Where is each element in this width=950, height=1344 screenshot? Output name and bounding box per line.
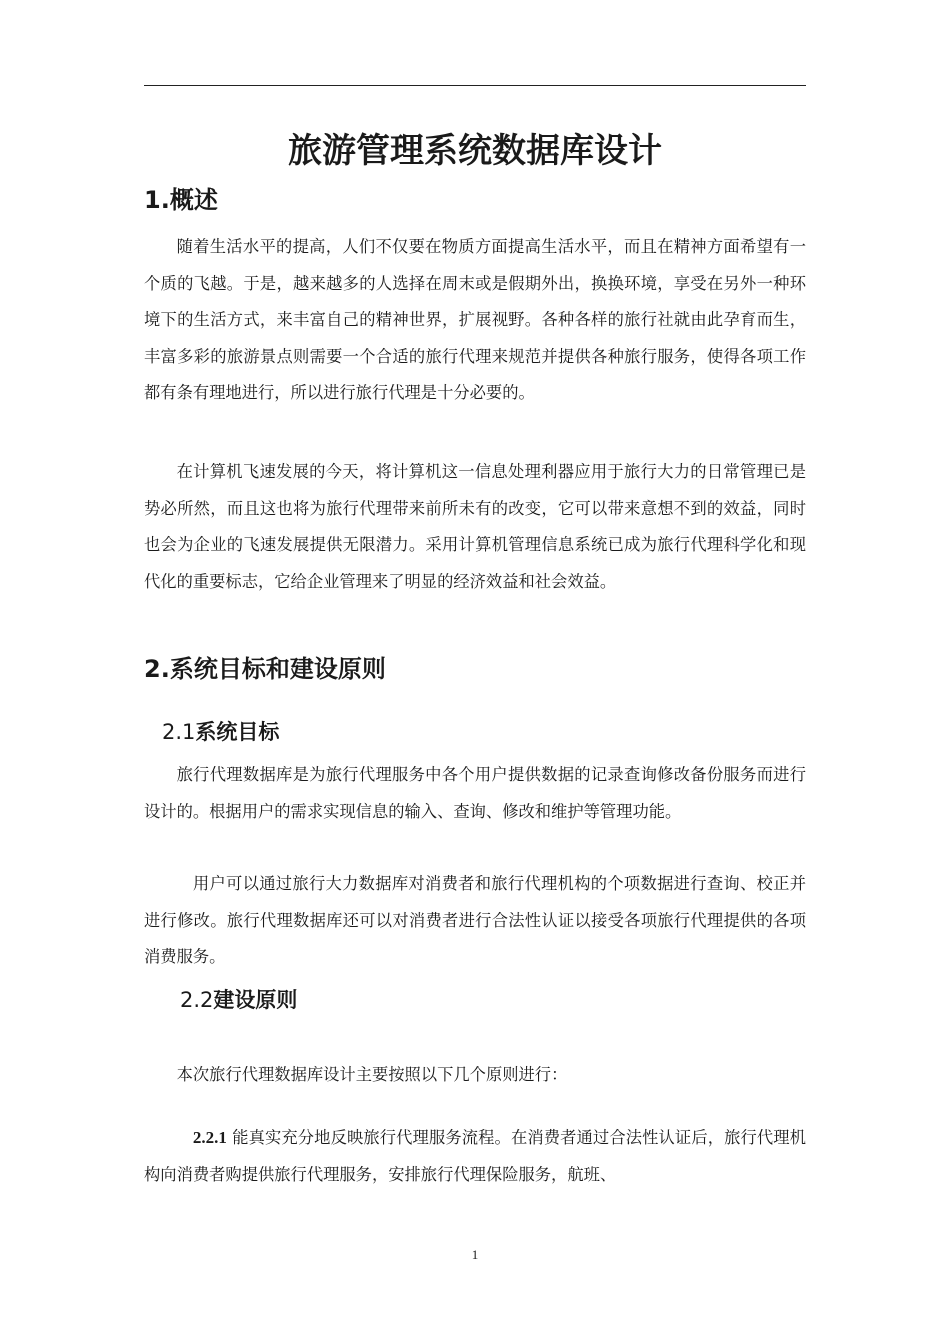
subsection-2-1-number: 2.1	[162, 720, 196, 744]
subsection-2-1-heading	[162, 716, 279, 748]
section-1-heading: 1.概述	[144, 186, 218, 214]
section-1-paragraph-1: 随着生活水平的提高，人们不仅要在物质方面提高生活水平，而且在精神方面希望有一个质的飞越。于是，越来越多的人选择在周末或是假期外出，换换环境，享受在另外一种环境下的生活方式，来丰富自己的精神世界，扩展视野。各种各样的旅行社就由此孕育而生，丰富多彩的旅游景点则需要一个合适的旅行代理来规范并提供各种旅行服务，使得各项工作都有条有理地进行，所以进行旅行代理是十分必要的。	[144, 237, 806, 402]
section-1-paragraph-2: 在计算机飞速发展的今天，将计算机这一信息处理利器应用于旅行大力的日常管理已是势必所然，而且这也将为旅行代理带来前所未有的改变，它可以带来意想不到的效益，同时也会为企业的飞速发展提供无限潜力。采用计算机管理信息系统已成为旅行代理科学化和现代化的重要标志，它给企业管理来了明显的经济效益和社会效益。	[144, 462, 806, 591]
header-rule	[144, 85, 806, 86]
subsection-2-2-number: 2.2	[180, 988, 214, 1012]
item-2-2-1-text: 能真实充分地反映旅行代理服务流程。在消费者通过合法性认证后，旅行代理机构向消费者购提供旅行代理服务，安排旅行代理保险服务，航班、	[144, 1128, 806, 1184]
item-2-2-1-number: 2.2.1	[192, 1128, 227, 1147]
subsection-2-2-intro: 本次旅行代理数据库设计主要按照以下几个原则进行：	[176, 1065, 568, 1084]
subsection-2-1-paragraph-2: 用户可以通过旅行大力数据库对消费者和旅行代理机构的个项数据进行查询、校正并进行修改。旅行代理数据库还可以对消费者进行合法性认证以接受各项旅行代理提供的各项消费服务。	[144, 874, 806, 966]
subsection-2-1-paragraph-1: 旅行代理数据库是为旅行代理服务中各个用户提供数据的记录查询修改备份服务而进行设计的。根据用户的需求实现信息的输入、查询、修改和维护等管理功能。	[144, 765, 806, 821]
subsection-2-2-heading	[180, 984, 297, 1016]
page-number: 1	[471, 1247, 479, 1262]
subsection-2-2-item-1	[144, 1120, 806, 1193]
subsection-2-1-title: 系统目标	[195, 720, 280, 744]
subsection-2-2-title: 建设原则	[213, 988, 298, 1012]
document-title: 旅游管理系统数据库设计	[288, 131, 662, 171]
section-2-heading: 2.系统目标和建设原则	[144, 655, 386, 683]
